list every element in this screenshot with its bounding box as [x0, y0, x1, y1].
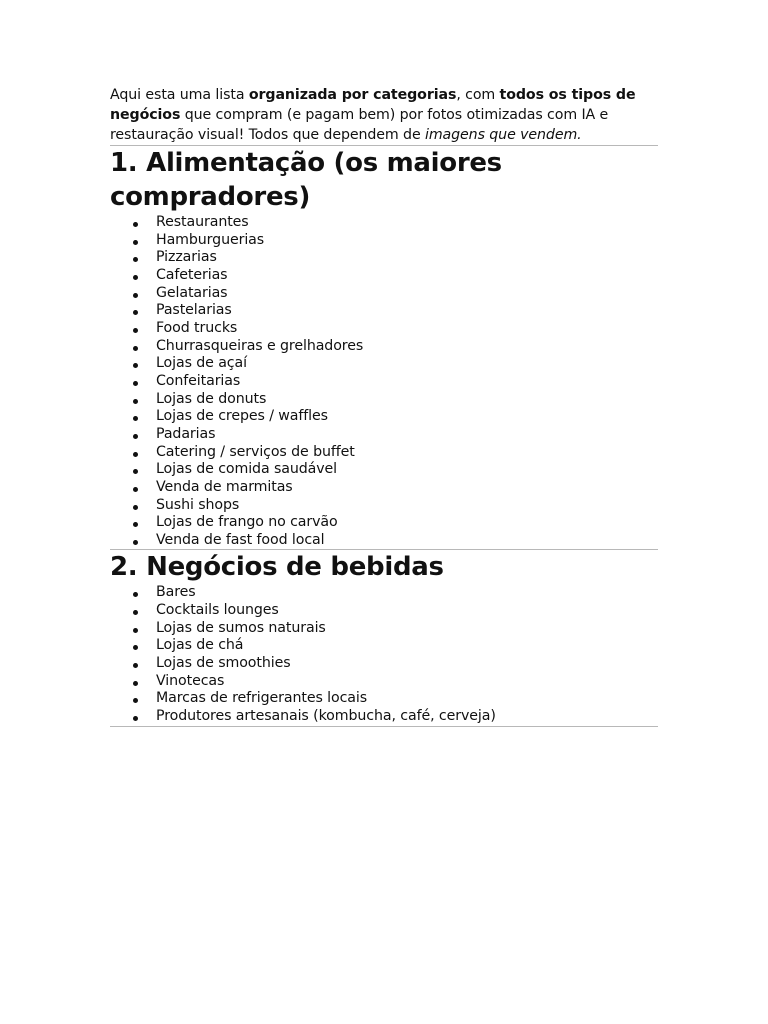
list-item: Lojas de comida saudável [110, 461, 658, 479]
intro-text: Aqui esta uma lista [110, 87, 249, 103]
intro-text: que compram (e pagam bem) por fotos otimizadas com IA e restauração visual! Todos que dependem de [110, 107, 609, 143]
divider [110, 726, 658, 727]
list-item: Restaurantes [110, 214, 658, 232]
intro-bold-categories: organizada por categorias [248, 87, 457, 103]
section-heading-drinks: 2. Negócios de bebidas [110, 552, 444, 583]
list-item: Cocktails lounges [110, 602, 658, 620]
list-item: Churrasqueiras e grelhadores [110, 338, 658, 356]
intro-italic-images: imagens que vendem. [424, 127, 582, 143]
list-item: Cafeterias [110, 267, 658, 285]
drinks-business-list [110, 584, 658, 725]
list-item: Confeitarias [110, 373, 658, 391]
list-item: Catering / serviços de buffet [110, 444, 658, 462]
intro-text: , com [456, 87, 500, 103]
list-item: Lojas de açaí [110, 355, 658, 373]
intro-paragraph [110, 85, 658, 145]
list-item: Lojas de frango no carvão [110, 514, 658, 532]
list-item: Produtores artesanais (kombucha, café, cerveja) [110, 708, 658, 726]
list-item: Pizzarias [110, 249, 658, 267]
intro-bold-business-types: todos os tipos de negócios [110, 87, 636, 123]
list-item: Marcas de refrigerantes locais [110, 690, 658, 708]
list-item: Lojas de smoothies [110, 655, 658, 673]
section-heading-food: 1. Alimentação (os maiores compradores) [110, 148, 502, 212]
list-item: Padarias [110, 426, 658, 444]
list-item: Food trucks [110, 320, 658, 338]
list-item: Gelatarias [110, 285, 658, 303]
food-business-list [110, 214, 658, 549]
list-item: Lojas de chá [110, 637, 658, 655]
list-item: Bares [110, 584, 658, 602]
list-item: Lojas de donuts [110, 391, 658, 409]
list-item: Pastelarias [110, 302, 658, 320]
list-item: Lojas de sumos naturais [110, 620, 658, 638]
list-item: Venda de fast food local [110, 532, 658, 550]
document-page [110, 85, 658, 727]
list-item: Lojas de crepes / waffles [110, 408, 658, 426]
list-item: Venda de marmitas [110, 479, 658, 497]
list-item: Vinotecas [110, 673, 658, 691]
list-item: Sushi shops [110, 497, 658, 515]
list-item: Hamburguerias [110, 232, 658, 250]
